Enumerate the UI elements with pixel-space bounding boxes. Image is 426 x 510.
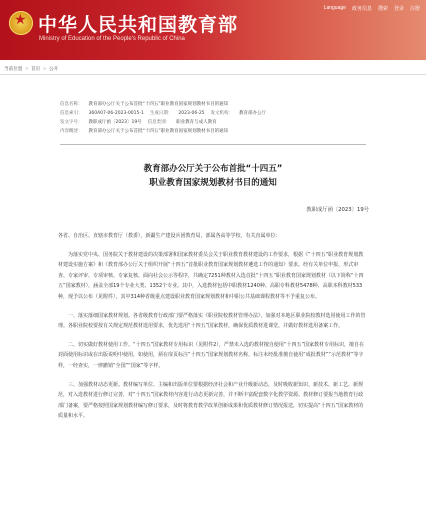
meta-key: 信息类别： <box>147 120 171 125</box>
meta-row <box>60 109 266 118</box>
meta-row <box>60 127 266 136</box>
meta-value: 教职成厅函〔2023〕19号 <box>88 120 142 125</box>
document-number: 教职成厅函〔2023〕19号 <box>306 207 369 213</box>
site-title-english: Ministry of Education of the People's Republic of China <box>39 36 185 42</box>
meta-row <box>60 118 266 127</box>
top-links <box>324 5 420 12</box>
govinfo-link[interactable]: 政务信息 <box>351 6 372 12</box>
meta-key: 生成日期： <box>149 111 173 116</box>
search-link[interactable]: 搜索 <box>377 6 388 12</box>
document-title-line: 教育部办公厅关于公布首批“十四五” <box>143 164 283 174</box>
salutation: 各省、自治区、直辖市教育厅（教委），新疆生产建设兵团教育局，部属各高等学校，有关直属单位： <box>58 233 281 239</box>
body-paragraph: 一、落实落细国家教材规划。各省级教育行政部门要严格落实《职业院校教材管理办法》，加强对本地区职业院校教材选用使用工作的管理。各职业院校要按有关规定规范教材选用要求，优先选用“十四五”国家教材，确保优质教材进课堂，并做好教材选用备案工作。 <box>58 312 366 330</box>
breadcrumb-public[interactable]: 公开 <box>48 66 59 71</box>
document-body <box>58 231 368 430</box>
document-title <box>0 162 426 190</box>
meta-value: 教育部办公厅关于公布首批“十四五”职业教育国家规划教材书目的通知 <box>88 102 229 107</box>
breadcrumb-label: 当前位置 <box>4 66 23 71</box>
meta-key: 发文机构： <box>210 111 234 116</box>
document-metadata <box>60 100 266 136</box>
meta-key: 内容概述： <box>60 129 83 134</box>
meta-value: 教育部办公厅 <box>239 111 267 116</box>
meta-row <box>60 100 266 109</box>
meta-value: 职业教育与成人教育 <box>176 120 217 125</box>
document-title-line: 职业教育国家规划教材书目的通知 <box>149 178 277 188</box>
header-divider <box>0 74 426 75</box>
login-link[interactable]: 登录 <box>393 6 404 12</box>
metadata-divider <box>60 144 366 145</box>
breadcrumb-separator: > <box>43 66 46 71</box>
site-header <box>0 0 426 60</box>
meta-key: 信息索引： <box>60 111 83 116</box>
language-link[interactable]: Language <box>323 5 346 11</box>
body-paragraph: 为落实党中央、国务院关于教材建设的决策部署和国家教材委员会关于职业教育教材建设的工作要求，根据《“十四五”职业教育规划教材建设实施方案》和《教育部办公厅关于组织开展“十四五”首批职业教育国家规划教材遴选工作的通知》要求，经有关单位申报、形式审查、专家评审、专项审核、专家复核、面向社会公示等程序，共确定7251种教材入选首批“十四五”职业教育国家规划教材（以下简称“十四五”国家教材），涵盖全部19个专业大类、1352个专业。其中，入选教材包括中职教材1240种、高职专科教材5478种、高职本科教材533种，现予以公布（见附件），其中314种省级重点建设职业教育国家规划教材和中职公共基础课程教材等不予重复公布。 <box>58 251 364 300</box>
body-paragraph: 二、切实做好教材使用工作。“十四五”国家教材专用标识（见附件2），严禁未入选的教材擅自使用“十四五”国家教材专用标识，擅自在封面使用标识或在出版说明中使用，如使用，须在扉页标注“十四五”国家规划教材名称，标注未经批准擅自使用“成批教材”“示范教材”等字样，一经查实，一律撤销“全国”“国家”等字样。 <box>58 341 365 369</box>
breadcrumb-separator: > <box>25 66 29 71</box>
site-title[interactable]: 中华人民共和国教育部 <box>38 14 239 36</box>
body-paragraph: 三、加强教材动态更新。教材编写单位、主编和出版单位要根据经济社会和产业升级新动态，及时吸收新知识、新技术、新工艺、新规范，对入选教材进行修订完善，对“十四五”国家教材内容进行动态更新完善，并不断丰富配套数字化教学资源。教材修订要报当地教育行政部门备案，要严格按照国家规划教材编写修订要求，及时将教育教学改革创新成果和优质教材修订情况报送，切实提高“十四五”国家教材的质量和水平。 <box>58 381 364 420</box>
breadcrumb <box>4 66 58 72</box>
meta-value: 2023-06-25 <box>178 111 205 116</box>
meta-value: 360A07-06-2023-0015-1 <box>88 111 144 116</box>
meta-key: 发文字号： <box>60 120 83 125</box>
register-link[interactable]: 注册 <box>409 6 420 12</box>
breadcrumb-home[interactable]: 首页 <box>31 66 41 71</box>
meta-value: 教育部办公厅关于公布首批“十四五”职业教育国家规划教材书目的通知 <box>88 129 229 134</box>
meta-key: 信息名称： <box>60 102 83 107</box>
national-emblem-icon <box>9 11 33 35</box>
